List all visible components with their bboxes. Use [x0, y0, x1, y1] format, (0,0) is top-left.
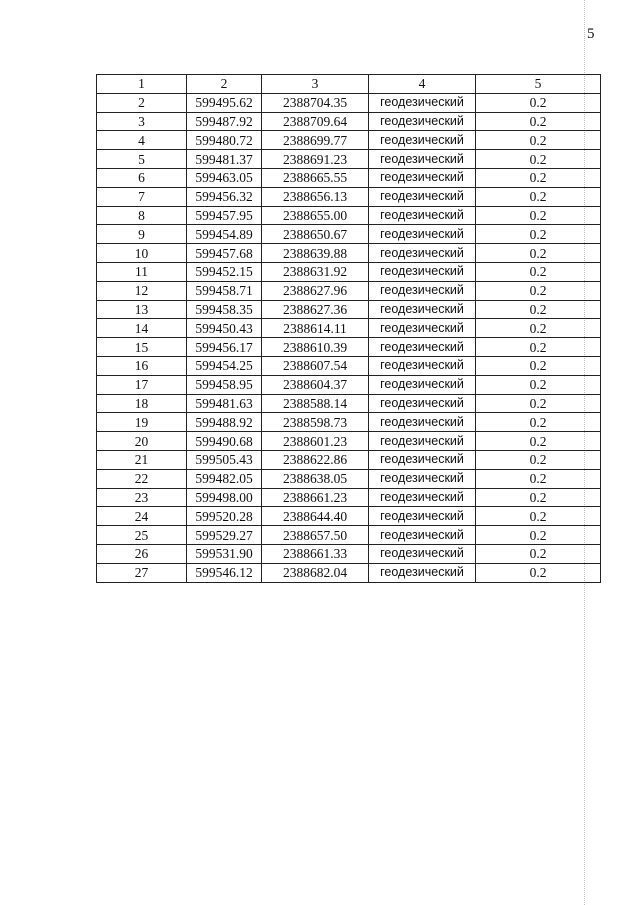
point-number-cell: 27: [97, 563, 187, 582]
y-coordinate-cell: 2388610.39: [262, 338, 369, 357]
x-coordinate-cell: 599487.92: [187, 112, 262, 131]
point-number-cell: 24: [97, 507, 187, 526]
method-cell: геодезический: [369, 93, 476, 112]
table-row: [97, 338, 601, 357]
method-cell: геодезический: [369, 319, 476, 338]
table-header: [97, 75, 601, 94]
table-row: [97, 488, 601, 507]
accuracy-cell: 0.2: [476, 394, 601, 413]
y-coordinate-cell: 2388709.64: [262, 112, 369, 131]
point-number-cell: 26: [97, 544, 187, 563]
method-cell: геодезический: [369, 281, 476, 300]
x-coordinate-cell: 599458.35: [187, 300, 262, 319]
point-number-cell: 14: [97, 319, 187, 338]
x-coordinate-cell: 599456.32: [187, 187, 262, 206]
y-coordinate-cell: 2388661.33: [262, 544, 369, 563]
point-number-cell: 6: [97, 168, 187, 187]
accuracy-cell: 0.2: [476, 544, 601, 563]
accuracy-cell: 0.2: [476, 112, 601, 131]
method-cell: геодезический: [369, 450, 476, 469]
point-number-cell: 22: [97, 469, 187, 488]
accuracy-cell: 0.2: [476, 300, 601, 319]
accuracy-cell: 0.2: [476, 375, 601, 394]
table-row: [97, 432, 601, 451]
table-row: [97, 563, 601, 582]
table-row: [97, 300, 601, 319]
accuracy-cell: 0.2: [476, 244, 601, 263]
method-cell: геодезический: [369, 544, 476, 563]
y-coordinate-cell: 2388631.92: [262, 262, 369, 281]
method-cell: геодезический: [369, 563, 476, 582]
point-number-cell: 18: [97, 394, 187, 413]
x-coordinate-cell: 599490.68: [187, 432, 262, 451]
x-coordinate-cell: 599546.12: [187, 563, 262, 582]
method-cell: геодезический: [369, 131, 476, 150]
y-coordinate-cell: 2388627.36: [262, 300, 369, 319]
table-row: [97, 450, 601, 469]
table-row: [97, 131, 601, 150]
method-cell: геодезический: [369, 432, 476, 451]
y-coordinate-cell: 2388655.00: [262, 206, 369, 225]
accuracy-cell: 0.2: [476, 225, 601, 244]
y-coordinate-cell: 2388665.55: [262, 168, 369, 187]
y-coordinate-cell: 2388661.23: [262, 488, 369, 507]
method-cell: геодезический: [369, 112, 476, 131]
point-number-cell: 25: [97, 526, 187, 545]
accuracy-cell: 0.2: [476, 507, 601, 526]
method-cell: геодезический: [369, 244, 476, 263]
accuracy-cell: 0.2: [476, 150, 601, 169]
y-coordinate-cell: 2388650.67: [262, 225, 369, 244]
y-coordinate-cell: 2388704.35: [262, 93, 369, 112]
y-coordinate-cell: 2388682.04: [262, 563, 369, 582]
y-coordinate-cell: 2388657.50: [262, 526, 369, 545]
x-coordinate-cell: 599481.37: [187, 150, 262, 169]
y-coordinate-cell: 2388614.11: [262, 319, 369, 338]
y-coordinate-cell: 2388588.14: [262, 394, 369, 413]
method-cell: геодезический: [369, 356, 476, 375]
x-coordinate-cell: 599457.95: [187, 206, 262, 225]
y-coordinate-cell: 2388639.88: [262, 244, 369, 263]
x-coordinate-cell: 599531.90: [187, 544, 262, 563]
x-coordinate-cell: 599452.15: [187, 262, 262, 281]
accuracy-cell: 0.2: [476, 356, 601, 375]
x-coordinate-cell: 599520.28: [187, 507, 262, 526]
table-row: [97, 262, 601, 281]
method-cell: геодезический: [369, 168, 476, 187]
method-cell: геодезический: [369, 262, 476, 281]
method-cell: геодезический: [369, 488, 476, 507]
column-header: 2: [187, 75, 262, 94]
y-coordinate-cell: 2388601.23: [262, 432, 369, 451]
table-row: [97, 150, 601, 169]
method-cell: геодезический: [369, 469, 476, 488]
method-cell: геодезический: [369, 187, 476, 206]
x-coordinate-cell: 599495.62: [187, 93, 262, 112]
x-coordinate-cell: 599505.43: [187, 450, 262, 469]
method-cell: геодезический: [369, 526, 476, 545]
point-number-cell: 23: [97, 488, 187, 507]
point-number-cell: 10: [97, 244, 187, 263]
point-number-cell: 7: [97, 187, 187, 206]
method-cell: геодезический: [369, 375, 476, 394]
method-cell: геодезический: [369, 225, 476, 244]
coordinates-table: [96, 74, 601, 583]
x-coordinate-cell: 599481.63: [187, 394, 262, 413]
method-cell: геодезический: [369, 338, 476, 357]
accuracy-cell: 0.2: [476, 563, 601, 582]
y-coordinate-cell: 2388656.13: [262, 187, 369, 206]
point-number-cell: 9: [97, 225, 187, 244]
y-coordinate-cell: 2388627.96: [262, 281, 369, 300]
point-number-cell: 19: [97, 413, 187, 432]
table-row: [97, 544, 601, 563]
table-body: [97, 93, 601, 582]
point-number-cell: 12: [97, 281, 187, 300]
column-header: 1: [97, 75, 187, 94]
x-coordinate-cell: 599454.25: [187, 356, 262, 375]
point-number-cell: 5: [97, 150, 187, 169]
accuracy-cell: 0.2: [476, 488, 601, 507]
accuracy-cell: 0.2: [476, 281, 601, 300]
accuracy-cell: 0.2: [476, 206, 601, 225]
table-row: [97, 375, 601, 394]
table-row: [97, 469, 601, 488]
y-coordinate-cell: 2388699.77: [262, 131, 369, 150]
point-number-cell: 2: [97, 93, 187, 112]
table-row: [97, 281, 601, 300]
point-number-cell: 17: [97, 375, 187, 394]
header-row: [97, 75, 601, 94]
accuracy-cell: 0.2: [476, 262, 601, 281]
x-coordinate-cell: 599450.43: [187, 319, 262, 338]
table-row: [97, 394, 601, 413]
column-header: 5: [476, 75, 601, 94]
page-number: 5: [587, 26, 595, 42]
x-coordinate-cell: 599488.92: [187, 413, 262, 432]
y-coordinate-cell: 2388691.23: [262, 150, 369, 169]
table-row: [97, 526, 601, 545]
x-coordinate-cell: 599529.27: [187, 526, 262, 545]
y-coordinate-cell: 2388622.86: [262, 450, 369, 469]
point-number-cell: 3: [97, 112, 187, 131]
method-cell: геодезический: [369, 300, 476, 319]
method-cell: геодезический: [369, 394, 476, 413]
point-number-cell: 8: [97, 206, 187, 225]
x-coordinate-cell: 599456.17: [187, 338, 262, 357]
x-coordinate-cell: 599457.68: [187, 244, 262, 263]
table-row: [97, 93, 601, 112]
y-coordinate-cell: 2388604.37: [262, 375, 369, 394]
method-cell: геодезический: [369, 507, 476, 526]
accuracy-cell: 0.2: [476, 432, 601, 451]
table-row: [97, 206, 601, 225]
x-coordinate-cell: 599458.71: [187, 281, 262, 300]
x-coordinate-cell: 599498.00: [187, 488, 262, 507]
table-row: [97, 168, 601, 187]
accuracy-cell: 0.2: [476, 526, 601, 545]
point-number-cell: 13: [97, 300, 187, 319]
accuracy-cell: 0.2: [476, 338, 601, 357]
table-row: [97, 507, 601, 526]
point-number-cell: 21: [97, 450, 187, 469]
x-coordinate-cell: 599463.05: [187, 168, 262, 187]
accuracy-cell: 0.2: [476, 413, 601, 432]
column-header: 4: [369, 75, 476, 94]
accuracy-cell: 0.2: [476, 93, 601, 112]
table-row: [97, 187, 601, 206]
point-number-cell: 20: [97, 432, 187, 451]
x-coordinate-cell: 599454.89: [187, 225, 262, 244]
table-row: [97, 319, 601, 338]
point-number-cell: 11: [97, 262, 187, 281]
y-coordinate-cell: 2388607.54: [262, 356, 369, 375]
method-cell: геодезический: [369, 413, 476, 432]
x-coordinate-cell: 599480.72: [187, 131, 262, 150]
method-cell: геодезический: [369, 150, 476, 169]
table-row: [97, 356, 601, 375]
point-number-cell: 15: [97, 338, 187, 357]
point-number-cell: 16: [97, 356, 187, 375]
accuracy-cell: 0.2: [476, 187, 601, 206]
table-row: [97, 413, 601, 432]
method-cell: геодезический: [369, 206, 476, 225]
accuracy-cell: 0.2: [476, 450, 601, 469]
accuracy-cell: 0.2: [476, 469, 601, 488]
y-coordinate-cell: 2388644.40: [262, 507, 369, 526]
table-row: [97, 244, 601, 263]
accuracy-cell: 0.2: [476, 168, 601, 187]
point-number-cell: 4: [97, 131, 187, 150]
y-coordinate-cell: 2388638.05: [262, 469, 369, 488]
accuracy-cell: 0.2: [476, 319, 601, 338]
x-coordinate-cell: 599458.95: [187, 375, 262, 394]
column-header: 3: [262, 75, 369, 94]
table-row: [97, 112, 601, 131]
y-coordinate-cell: 2388598.73: [262, 413, 369, 432]
table-row: [97, 225, 601, 244]
x-coordinate-cell: 599482.05: [187, 469, 262, 488]
accuracy-cell: 0.2: [476, 131, 601, 150]
